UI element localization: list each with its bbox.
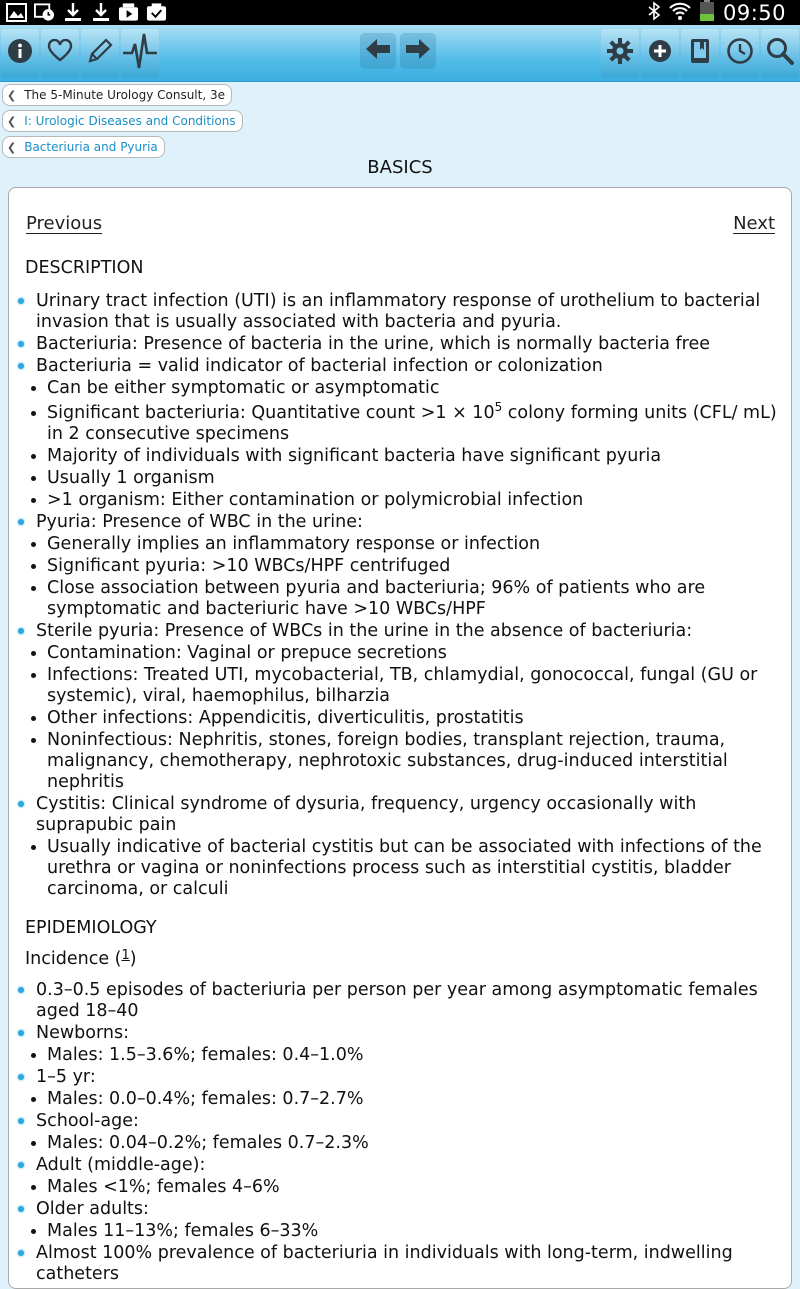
history-clock-icon <box>726 37 754 69</box>
list-item: Noninfectious: Nephritis, stones, foreign bodies, transplant rejection, trauma, malignancy, chemotherapy, nephrotoxic substances, drug-induced interstitial nephritis <box>9 730 791 793</box>
list-item-text: colony forming units (CFL/ mL) in 2 consecutive specimens <box>47 403 777 444</box>
status-time: 09:50 <box>722 0 786 25</box>
gallery-icon <box>6 2 27 22</box>
list-item: Usually 1 organism <box>9 468 791 489</box>
list-item: Bacteriuria: Presence of bacteria in the urine, which is normally bacteria free <box>9 334 791 355</box>
breadcrumb-label: I: Urologic Diseases and Conditions <box>24 114 236 128</box>
add-button[interactable] <box>641 29 679 77</box>
back-arrow-icon <box>365 38 391 64</box>
incidence-label: Incidence ( <box>25 949 122 969</box>
list-item: Urinary tract infection (UTI) is an inflammatory response of urothelium to bacterial invasion that is usually associated with bacteria and pyuria. <box>9 291 791 333</box>
clipboard-check-icon <box>146 2 167 22</box>
list-item: Significant pyuria: >10 WBCs/HPF centrifuged <box>9 556 791 577</box>
book-icon <box>688 37 712 69</box>
list-item: Newborns: <box>9 1023 791 1044</box>
list-item-text: Significant bacteriuria: Quantitative count >1 × 10 <box>47 403 495 423</box>
list-item: 0.3–0.5 episodes of bacteriuria per person per year among asymptomatic females aged 18–40 <box>9 980 791 1022</box>
history-button[interactable] <box>721 29 759 77</box>
list-item: Males: 0.0–0.4%; females: 0.7–2.7% <box>9 1089 791 1110</box>
list-item: Contamination: Vaginal or prepuce secretions <box>9 643 791 664</box>
description-list <box>9 291 791 900</box>
reference-link[interactable]: 1 <box>121 948 130 963</box>
next-link[interactable]: Next <box>733 213 775 234</box>
list-item: Males: 0.04–0.2%; females 0.7–2.3% <box>9 1133 791 1154</box>
list-item: Almost 100% prevalence of bacteriuria in individuals with long-term, indwelling catheters <box>9 1243 791 1285</box>
edit-button[interactable] <box>81 29 119 77</box>
list-item: Older adults: <box>9 1199 791 1220</box>
list-item: Infections: Treated UTI, mycobacterial, TB, chlamydial, gonococcal, fungal (GU or systemic), viral, haemophilus, bilharzia <box>9 665 791 707</box>
list-item: School-age: <box>9 1111 791 1132</box>
list-item: Bacteriuria = valid indicator of bacterial infection or colonization <box>9 356 791 377</box>
search-icon <box>765 36 795 70</box>
list-item: Generally implies an inflammatory response or infection <box>9 534 791 555</box>
list-item <box>9 400 791 445</box>
favorite-heart-icon <box>47 39 73 67</box>
info-button[interactable] <box>1 29 39 77</box>
settings-gear-icon <box>606 37 634 69</box>
article-body <box>9 258 791 1286</box>
exponent: 5 <box>494 400 503 415</box>
list-item: Pyuria: Presence of WBC in the urine: <box>9 512 791 533</box>
edit-pencil-icon <box>86 37 114 69</box>
breadcrumb-label: Bacteriuria and Pyuria <box>24 140 158 154</box>
list-item: Usually indicative of bacterial cystitis but can be associated with infections of the urethra or vagina or noninfections process such as interstitial cystitis, bladder carcinoma, or calculi <box>9 837 791 900</box>
bookmarks-button[interactable] <box>681 29 719 77</box>
breadcrumb-topic[interactable] <box>2 136 165 158</box>
forward-button[interactable] <box>400 33 436 69</box>
bluetooth-icon <box>647 1 661 25</box>
search-button[interactable] <box>761 29 799 77</box>
epidemiology-heading: EPIDEMIOLOGY <box>25 918 157 938</box>
favorite-button[interactable] <box>41 29 79 77</box>
previous-link[interactable]: Previous <box>26 213 103 234</box>
breadcrumb <box>2 84 243 162</box>
description-heading: DESCRIPTION <box>25 258 144 278</box>
list-item: 1–5 yr: <box>9 1067 791 1088</box>
list-item: Cystitis: Clinical syndrome of dysuria, frequency, urgency occasionally with suprapubic pain <box>9 794 791 836</box>
epidemiology-list <box>9 980 791 1285</box>
status-bar <box>0 0 800 25</box>
list-item: Adult (middle-age): <box>9 1155 791 1176</box>
list-item: Other infections: Appendicitis, diverticulitis, prostatitis <box>9 708 791 729</box>
activity-button[interactable] <box>121 29 159 77</box>
toolbar <box>0 25 800 82</box>
list-item: >1 organism: Either contamination or polymicrobial infection <box>9 490 791 511</box>
activity-pulse-icon <box>122 31 158 75</box>
settings-button[interactable] <box>601 29 639 77</box>
download-icon <box>62 2 83 22</box>
chevron-left-icon: ❮ <box>7 88 17 102</box>
breadcrumb-section[interactable] <box>2 110 243 132</box>
breadcrumb-book[interactable] <box>2 84 232 106</box>
list-item: Majority of individuals with significant bacteria have significant pyuria <box>9 446 791 467</box>
list-item: Close association between pyuria and bacteriuria; 96% of patients who are symptomatic and bacteriuric have >10 WBCs/HPF <box>9 578 791 620</box>
info-icon <box>7 38 33 68</box>
breadcrumb-label: The 5-Minute Urology Consult, 3e <box>24 88 225 102</box>
page-title: BASICS <box>367 157 433 178</box>
back-button[interactable] <box>360 33 396 69</box>
list-item: Males <1%; females 4–6% <box>9 1177 791 1198</box>
download-icon <box>90 2 111 22</box>
calendar-clock-icon <box>34 2 55 22</box>
battery-icon <box>699 0 715 26</box>
wifi-icon <box>669 1 691 25</box>
list-item: Males: 1.5–3.6%; females: 0.4–1.0% <box>9 1045 791 1066</box>
chevron-left-icon: ❮ <box>7 114 17 128</box>
incidence-close: ) <box>129 949 137 969</box>
forward-arrow-icon <box>405 38 431 64</box>
content-card <box>8 187 792 1289</box>
incidence-heading <box>25 948 791 969</box>
list-item: Sterile pyuria: Presence of WBCs in the urine in the absence of bacteriuria: <box>9 621 791 642</box>
media-icon <box>118 2 139 22</box>
list-item: Males 11–13%; females 6–33% <box>9 1221 791 1242</box>
add-circle-icon <box>647 38 673 68</box>
chevron-left-icon: ❮ <box>7 140 17 154</box>
list-item: Can be either symptomatic or asymptomatic <box>9 378 791 399</box>
